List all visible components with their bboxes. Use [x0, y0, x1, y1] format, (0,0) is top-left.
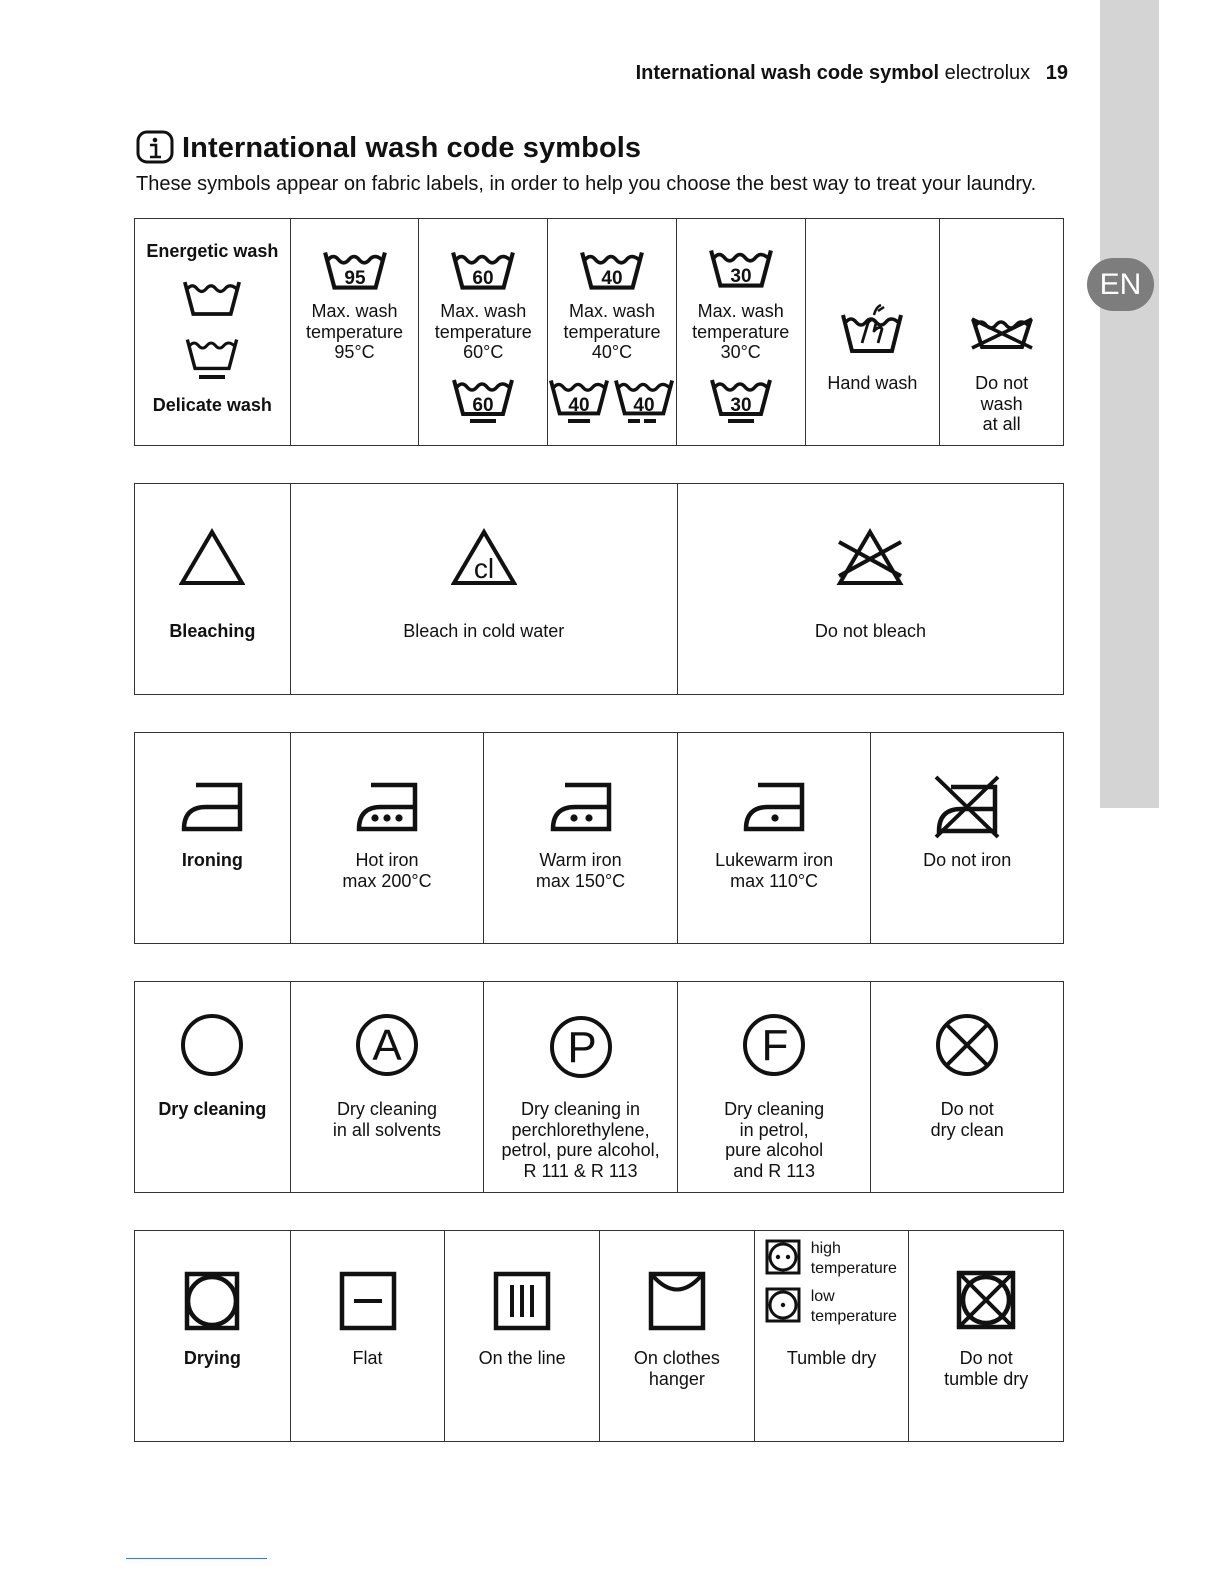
- wash-60-delicate-temp: 60: [472, 395, 494, 416]
- do-not-iron-cell: [870, 733, 1063, 943]
- wash-60-icon: [450, 249, 516, 291]
- iron-icon: [180, 781, 244, 833]
- dry-clean-f-letter: F: [761, 1021, 789, 1070]
- dry-clean-p-icon: [548, 1014, 614, 1080]
- do-not-dry-clean-cell: [870, 982, 1063, 1192]
- do-not-tumble-icon: [955, 1269, 1017, 1331]
- bleach-cold-cell: [290, 484, 677, 694]
- hot-iron-icon: [355, 781, 419, 833]
- wash-40-delicate-icons: [548, 377, 676, 425]
- do-not-iron-icon: [932, 773, 1002, 841]
- drying-table: [134, 1230, 1064, 1442]
- bleach-chlorine-icon: [451, 528, 517, 586]
- warm-iron-cell: [483, 733, 677, 943]
- tumble-high-label: high temperature: [810, 1240, 897, 1277]
- do-not-bleach-icon: [835, 528, 905, 588]
- dry-clean-p-cell: [483, 982, 677, 1192]
- dry-cleaning-label: Dry cleaning: [158, 1099, 267, 1119]
- wash-type-cell: [135, 219, 290, 445]
- info-icon: [136, 130, 174, 166]
- bleach-triangle-icon: [179, 528, 245, 586]
- wash-30-label: Max. wash temperature 30°C: [692, 301, 790, 362]
- dry-line-label: On the line: [478, 1348, 566, 1368]
- header-section-title: International wash code symbol: [635, 62, 940, 84]
- dry-clean-a-label: Dry cleaning in all solvents: [332, 1099, 441, 1140]
- warm-iron-icon: [549, 781, 613, 833]
- wash-30-delicate-icon: [708, 377, 774, 425]
- delicate-wash-icon: [182, 337, 242, 381]
- dry-clean-circle-icon: [179, 1012, 245, 1078]
- wash-40-temp: 40: [601, 268, 623, 289]
- dry-clean-f-cell: [677, 982, 871, 1192]
- dry-hanger-cell: [599, 1231, 754, 1441]
- do-not-wash-label: Do not wash at all: [975, 373, 1029, 434]
- tumble-low-icon: [765, 1287, 801, 1323]
- dry-clean-a-cell: [290, 982, 484, 1192]
- dry-line-icon: [493, 1271, 551, 1331]
- dry-line-cell: [444, 1231, 599, 1441]
- wash-30-cell: [676, 219, 805, 445]
- wash-30-delicate-temp: 30: [730, 395, 752, 416]
- lukewarm-iron-cell: [677, 733, 871, 943]
- dry-clean-p-label: Dry cleaning in perchlorethylene, petrol, pure alcohol, R 111 & R 113: [501, 1099, 660, 1181]
- drying-icon: [184, 1271, 240, 1331]
- bleach-cold-label: Bleach in cold water: [403, 621, 565, 641]
- do-not-wash-cell: [939, 219, 1063, 445]
- wash-40-icon: [579, 249, 645, 291]
- hand-wash-icon: [840, 303, 904, 355]
- dry-clean-f-label: Dry cleaning in petrol, pure alcohol and R 113: [724, 1099, 825, 1181]
- ironing-label: Ironing: [181, 850, 243, 870]
- hand-wash-cell: [805, 219, 940, 445]
- tumble-dry-cell: [754, 1231, 909, 1441]
- wash-95-temp: 95: [343, 268, 366, 289]
- bleaching-table: [134, 483, 1064, 695]
- wash-95-icon: [322, 249, 388, 291]
- dry-clean-f-icon: [741, 1012, 807, 1078]
- wash-40-cell: [547, 219, 676, 445]
- wash-40-wool-temp: 40: [633, 395, 655, 416]
- header-brand: electrolux: [944, 62, 1031, 84]
- wash-60-cell: [418, 219, 547, 445]
- dry-clean-p-letter: P: [566, 1023, 597, 1072]
- dry-flat-cell: [290, 1231, 445, 1441]
- wash-60-temp: 60: [472, 268, 494, 289]
- language-tab-en: [1087, 258, 1154, 311]
- do-not-wash-icon: [968, 315, 1036, 351]
- washing-table: [134, 218, 1064, 446]
- page-header: [636, 62, 1068, 85]
- bleaching-label: Bleaching: [169, 621, 256, 641]
- dry-flat-icon: [339, 1271, 397, 1331]
- language-tab-label: EN: [1099, 267, 1142, 301]
- hot-iron-label: Hot iron max 200°C: [342, 850, 432, 891]
- lukewarm-iron-label: Lukewarm iron max 110°C: [715, 850, 834, 891]
- do-not-iron-label: Do not iron: [923, 850, 1012, 870]
- wash-30-temp: 30: [730, 266, 752, 287]
- do-not-tumble-cell: [908, 1231, 1063, 1441]
- tumble-low-label: low temperature: [810, 1288, 897, 1325]
- bleaching-header-cell: [135, 484, 290, 694]
- warm-iron-label: Warm iron max 150°C: [535, 850, 626, 891]
- energetic-wash-icon: [182, 279, 242, 317]
- wash-95-cell: [290, 219, 419, 445]
- do-not-bleach-cell: [677, 484, 1063, 694]
- wash-30-icon: [708, 247, 774, 289]
- bleach-chlorine-mark: cl: [473, 553, 494, 584]
- do-not-dry-clean-icon: [934, 1012, 1000, 1078]
- drying-header-cell: [135, 1231, 290, 1441]
- section-title: [136, 130, 641, 166]
- page-number: 19: [1045, 62, 1068, 84]
- lukewarm-iron-icon: [742, 781, 806, 833]
- ironing-header-cell: [135, 733, 290, 943]
- wash-60-delicate-icon: [450, 377, 516, 425]
- page-title: International wash code symbols: [182, 131, 642, 164]
- delicate-wash-label: Delicate wash: [152, 395, 272, 415]
- dry-hanger-icon: [648, 1271, 706, 1331]
- do-not-tumble-label: Do not tumble dry: [944, 1348, 1029, 1389]
- do-not-bleach-label: Do not bleach: [814, 621, 926, 641]
- wash-60-label: Max. wash temperature 60°C: [434, 301, 532, 362]
- wash-40-mild-temp: 40: [568, 395, 590, 416]
- tumble-high-icon: [765, 1239, 801, 1275]
- hand-wash-label: Hand wash: [827, 373, 918, 393]
- wash-40-label: Max. wash temperature 40°C: [563, 301, 661, 362]
- wash-95-label: Max. wash temperature 95°C: [306, 301, 404, 362]
- drying-label: Drying: [183, 1348, 241, 1368]
- dry-clean-a-icon: [354, 1012, 420, 1078]
- dry-flat-label: Flat: [352, 1348, 383, 1368]
- dry-cleaning-table: [134, 981, 1064, 1193]
- tumble-dry-label: Tumble dry: [786, 1348, 877, 1368]
- side-margin-bar: [1100, 0, 1159, 808]
- hot-iron-cell: [290, 733, 484, 943]
- page-subtitle: These symbols appear on fabric labels, in order to help you choose the best way to treat your laundry.: [136, 173, 1037, 195]
- energetic-wash-label: Energetic wash: [146, 241, 279, 261]
- dry-hanger-label: On clothes hanger: [633, 1348, 720, 1389]
- dry-cleaning-header-cell: [135, 982, 290, 1192]
- do-not-dry-clean-label: Do not dry clean: [930, 1099, 1004, 1140]
- footer-link-underline: [126, 1558, 267, 1559]
- ironing-table: [134, 732, 1064, 944]
- dry-clean-a-letter: A: [372, 1021, 402, 1070]
